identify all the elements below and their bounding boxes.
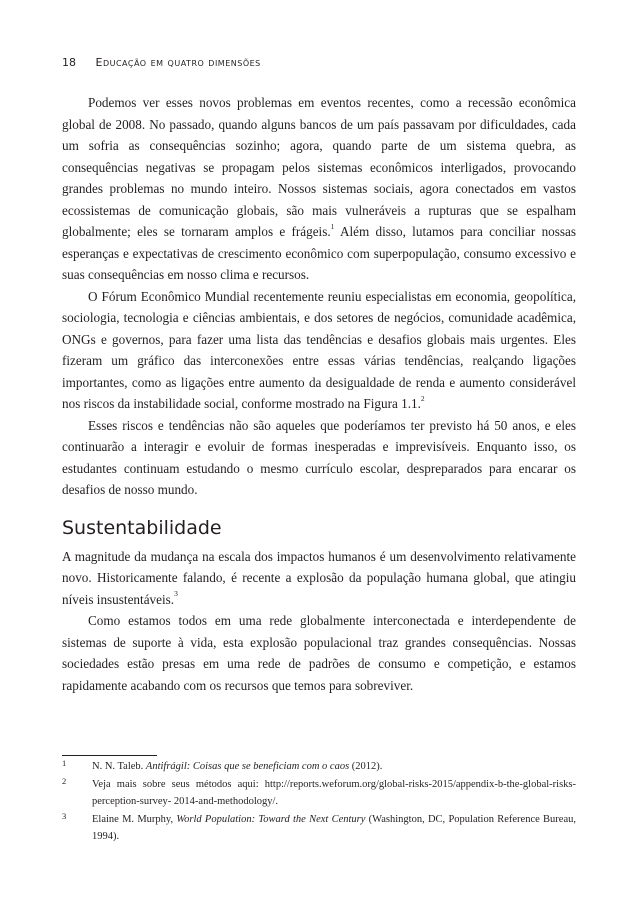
section-heading: Sustentabilidade [62,516,222,539]
footnote-book-title: World Population: Toward the Next Century [176,813,366,825]
footnote-text: (2012). [349,761,383,772]
paragraph [62,610,576,696]
footnote-book-title: Antifrágil: Coisas que se beneficiam com o caos [145,761,350,772]
running-header [62,56,261,69]
footnote-ref: 2 [420,393,425,403]
running-title: Educação em quatro dimensões [95,56,261,69]
paragraph [62,546,576,611]
paragraph [62,286,576,415]
footnote-number: 2 [62,775,67,786]
paragraph-text: Como estamos todos em uma rede globalmente interconectada e interdependente de sistemas de suporte à vida, esta explosão populacional traz grandes consequências. Nossas sociedades estão presas em uma rede de padrões de consumo e competição, e estamos rapidamente acabando com os recursos que temos para sobreviver. [62,613,576,693]
paragraph-text: Esses riscos e tendências não são aqueles que poderíamos ter previsto há 50 anos, e eles continuarão a interagir e evoluir de formas inesperadas e imprevisíveis. Enquanto isso, os estudantes continuam estudando o mesmo currículo escolar, despreparados para encarar os desafios de nosso mundo. [62,417,576,497]
footnote-ref: 1 [330,221,335,231]
footnote-text: N. N. Taleb. [92,761,146,772]
paragraph-text: Podemos ver esses novos problemas em eventos recentes, como a recessão econômica global de 2008. No passado, quando alguns bancos de um país passavam por dificuldades, cada um sofria as consequências sozinho; agora, quando parte de um sistema quebra, as consequências negativas se propagam pelos sistemas econômicos interligados, provocando grandes problemas no mundo inteiro. Nossos sistemas sociais, agora conectados em vastos ecossistemas de comunicação globais, são mais vulneráveis a rupturas que se espalham globalmente; eles se tornaram amplos e frágeis. [62,95,576,239]
footnote [62,758,576,776]
footnote-number: 3 [62,810,67,821]
footnote-link[interactable]: Veja mais sobre seus métodos aqui: http://reports.weforum.org/global-risks-2015/appendix-b-the-global-risks-perception-survey- 2014-and-methodology/. [92,778,576,807]
footnote [62,811,576,846]
main-text [62,92,576,696]
footnote-text: Elaine M. Murphy, [92,813,177,825]
page-number: 18 [62,56,76,69]
footnote-ref: 3 [174,589,178,599]
paragraph-text: O Fórum Econômico Mundial recentemente reuniu especialistas em economia, geopolítica, sociologia, tecnologia e ciências ambientais, e dos setores de negócios, comunidade acadêmica, ONGs e governos, para fazer uma lista das tendências e desafios globais mais urgentes. Eles fizeram um gráfico das interconexões entre essas várias tendências, realçando ligações importantes, como as ligações entre aumento da desigualdade de renda e aumento considerável nos riscos da instabilidade social, conforme mostrado na Figura 1.1. [62,288,576,411]
paragraph [62,415,576,501]
footnote [62,776,576,811]
footnote-divider [62,755,157,756]
footnote-text: (Washington, DC, Population Reference Bureau, 1994). [92,813,576,842]
paragraph-text: Além disso, lutamos para conciliar nossas esperanças e expectativas de crescimento econômico com superpopulação, consumo excessivo e suas consequências em nosso clima e recursos. [62,224,576,282]
paragraph [62,92,576,286]
footnote-number: 1 [62,758,67,768]
paragraph-text: A magnitude da mudança na escala dos impactos humanos é um desenvolvimento relativamente novo. Historicamente falando, é recente a explosão da população humana global, que atingiu níveis insustentáveis. [62,548,576,607]
footnotes [62,755,576,846]
